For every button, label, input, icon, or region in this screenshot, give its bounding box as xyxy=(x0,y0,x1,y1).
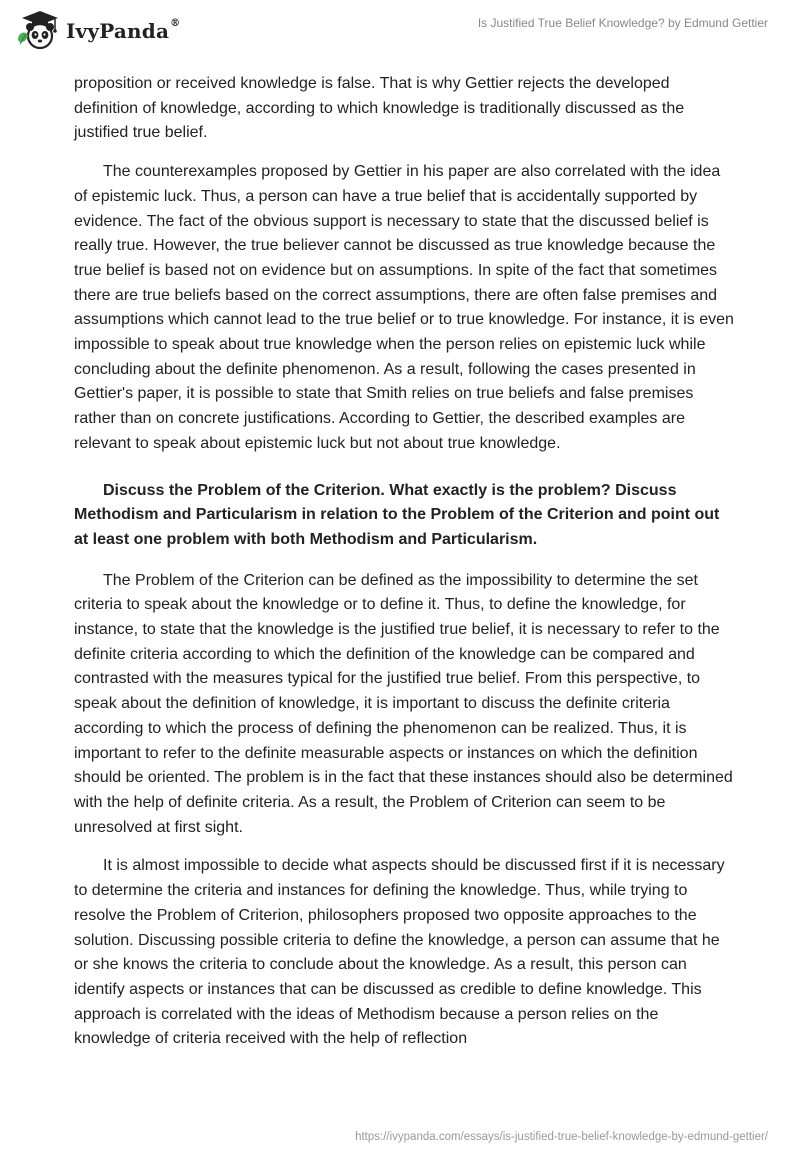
document-title: Is Justified True Belief Knowledge? by Edmund Gettier xyxy=(477,16,768,30)
registered-mark: ® xyxy=(170,18,181,30)
paragraph: The counterexamples proposed by Gettier in his paper are also correlated with the idea of epistemic luck. Thus, a person can have a true belief that is accidentally supported by evidence. The fact of the obvious support is necessary to state that the discussed belief is really true. However, the true believer cannot be discussed as true knowledge because the true belief is based not on evidence but on assumptions. In spite of the fact that sometimes there are true beliefs based on the correct assumptions, there are often false premises and assumptions which cannot lead to the true belief or to true knowledge. For instance, it is even impossible to speak about true knowledge when the person relies on epistemic luck while concluding about the definite phenomenon. As a result, following the cases presented in Gettier's paper, it is possible to state that Smith relies on true beliefs and false premises rather than on concrete justifications. According to Gettier, the described examples are relevant to speak about epistemic luck but not about true knowledge. xyxy=(74,163,734,452)
panda-graduation-cap-icon xyxy=(14,10,60,50)
ivypanda-logo[interactable] xyxy=(14,10,180,50)
paragraph: proposition or received knowledge is false. That is why Gettier rejects the developed definition of knowledge, according to which knowledge is traditionally discussed as the justified true belief. xyxy=(74,75,685,142)
section-question: Discuss the Problem of the Criterion. What exactly is the problem? Discuss Methodism and Particularism in relation to the Problem of the Criterion and point out at least one problem with both Methodism and Particularism. xyxy=(74,481,720,548)
essay-body xyxy=(74,72,734,1066)
source-url-link[interactable]: https://ivypanda.com/essays/is-justified-true-belief-knowledge-by-edmund-gettier/ xyxy=(355,1131,768,1143)
paragraph: It is almost impossible to decide what aspects should be discussed first if it is necessary to determine the criteria and instances for defining the knowledge. Thus, while trying to resolve the Problem of Criterion, philosophers proposed two opposite approaches to the solution. Discussing possible criteria to define the knowledge, a person can assume that he or she knows the criteria to conclude about the knowledge. As a result, this person can identify aspects or instances that can be discussed as credible to define knowledge. This approach is correlated with the ideas of Methodism because a person relies on the knowledge of criteria received with the help of reflection xyxy=(74,857,725,1048)
paragraph: The Problem of the Criterion can be defined as the impossibility to determine the set criteria to speak about the knowledge or to define it. Thus, to define the knowledge, for instance, to state that the knowledge is the justified true belief, it is necessary to refer to the definite criteria according to which the definition of the knowledge can be compared and contrasted with the measures typical for the justified true belief. From this perspective, to speak about the definition of knowledge, it is important to discuss the definite criteria according to which the process of defining the phenomenon can be realized. Thus, it is important to refer to the definite measurable aspects or instances on which the definition should be oriented. The problem is in the fact that these instances should also be determined with the help of definite criteria. As a result, the Problem of Criterion can seem to be unresolved at first sight. xyxy=(74,571,733,836)
page-header xyxy=(0,0,800,60)
brand-name: IvyPanda® xyxy=(66,18,181,43)
